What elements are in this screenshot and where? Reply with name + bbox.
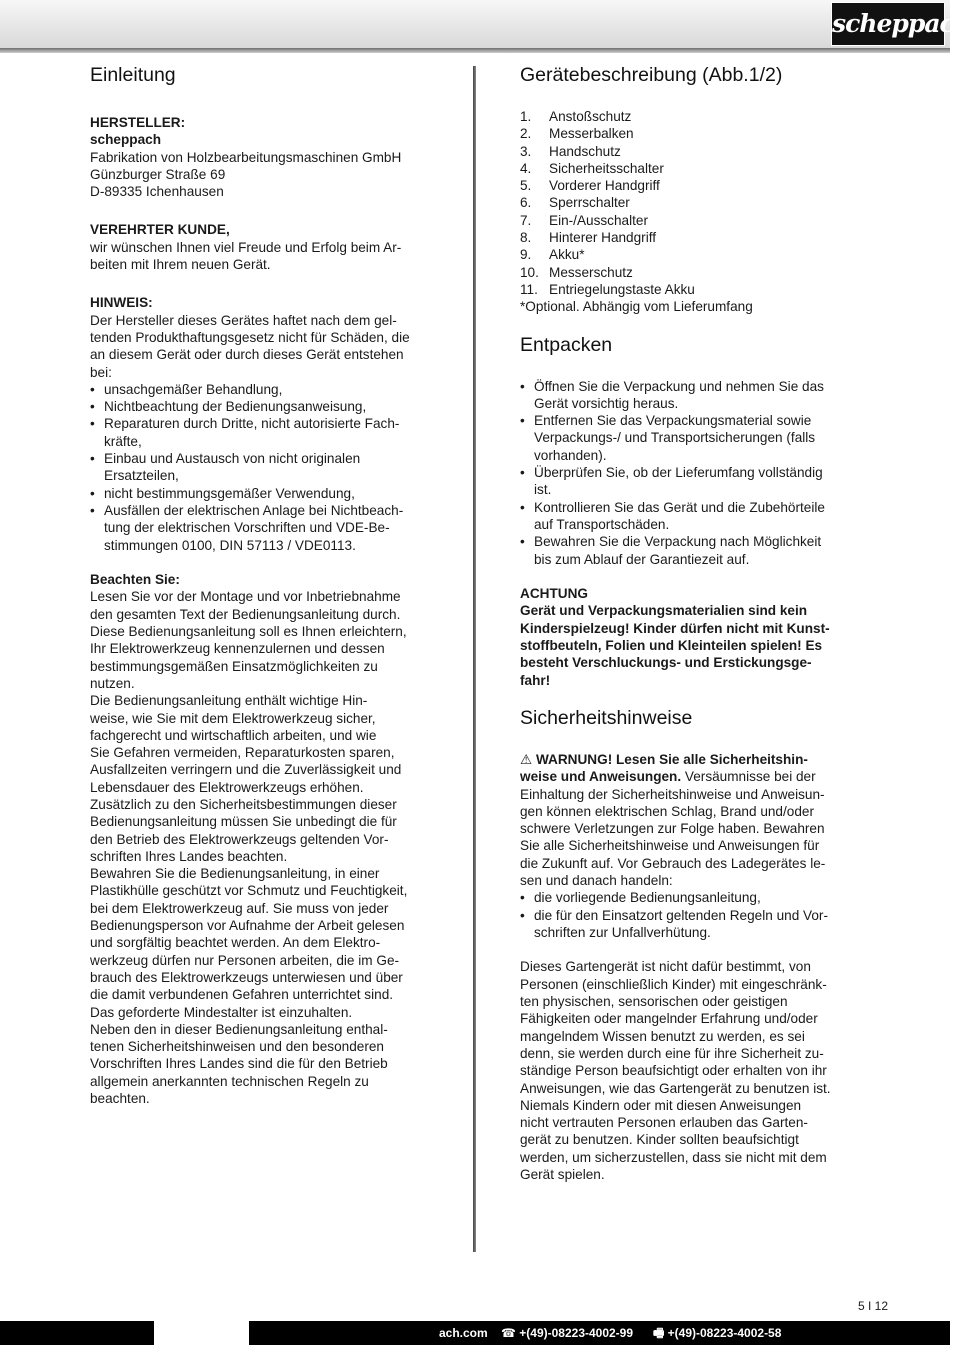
list-item: • Öffnen Sie die Verpackung und nehmen Sie das Gerät vorsichtig heraus. — [520, 378, 865, 413]
list-item: 1. Anstoßschutz — [520, 109, 632, 124]
page-number: 5 I 12 — [858, 1299, 889, 1313]
warning-text: Einhaltung der Sicherheitshinweise und Anweisun- gen können elektrischen Schlag, Brand und/oder schwere Verletzungen zur Folge haben. Bewahren Sie alle Sicherheitshinweise und Anweisungen für die Zukunft auf. Vor Gebrauch des Ladegerätes le- sen und danach handeln: — [520, 786, 826, 888]
header-bar — [0, 0, 950, 48]
footer-fax: 🖷 +(49)-08223-4002-58 — [653, 1326, 782, 1340]
entpacken-list — [520, 378, 865, 568]
header-shadow — [0, 48, 950, 53]
footer-phone: ☎ +(49)-08223-4002-99 — [501, 1326, 634, 1340]
footer-web: ach.com — [439, 1326, 488, 1340]
left-column — [90, 62, 435, 1107]
heading-geraetebeschreibung: Gerätebeschreibung (Abb.1/2) — [520, 64, 783, 86]
kunde-text: wir wünschen Ihnen viel Freude und Erfolg beim Ar- — [90, 239, 402, 255]
heading-entpacken: Entpacken — [520, 333, 613, 356]
column-divider — [473, 66, 476, 1252]
beachten-label: Beachten Sie: — [90, 572, 180, 588]
warning-heading: ⚠ WARNUNG! Lesen Sie alle Sicherheitshin- — [520, 751, 808, 767]
list-item: 11. Entriegelungstaste Akku — [520, 281, 695, 297]
address-line: Günzburger Straße 69 — [90, 166, 226, 182]
list-item: • die für den Einsatzort geltenden Regeln und Vor- schriften zur Unfallverhütung. — [520, 907, 865, 942]
scheppach-logo: scheppach — [831, 2, 945, 46]
heading-sicherheitshinweise: Sicherheitshinweise — [520, 706, 693, 729]
list-item: • Kontrollieren Sie das Gerät und die Zubehörteile auf Transportschäden. — [520, 499, 865, 534]
list-item: 6. Sperrschalter — [520, 195, 630, 211]
footer-white-block — [154, 1321, 249, 1345]
hinweis-label: HINWEIS: — [90, 295, 153, 311]
address-line: Fabrikation von Holzbearbeitungsmaschinen GmbH — [90, 149, 402, 165]
hersteller-name: scheppach — [90, 132, 162, 148]
hersteller-address — [90, 149, 435, 201]
warning-list — [520, 889, 865, 941]
beachten-text: Lesen Sie vor der Montage und vor Inbetriebnahme den gesamten Text der Bedienungsanleitung durch. Diese Bedienungsanleitung soll es Ihnen erleichtern, Ihr Elektrowerkzeug kennenzulernen und dessen bestimmungsgemäßen Einsatzmöglichkeiten zu nutzen. Die Bedienungsanleitung enthält wichtige Hin- weise, wie Sie mit dem Elektrowerkzeug sicher, fachgerecht und wirtschaftlich arbeiten, und wie Sie Gefahren vermeiden, Reparaturkosten sparen, Ausfallzeiten verringern und die Zuverlässigkeit und Lebensdauer des Elektrowerkzeugs erhöhen. Zusätzlich zu den Sicherheitsbestimmungen dieser Bedienungsanleitung müssen Sie unbedingt die für den Betrieb des Elektrowerkzeugs geltenden Vor- schriften Ihres Landes beachten. Bewahren Sie die Bedienungsanleitung, in einer Plastikhülle geschützt vor Schmutz und Feuchtigkeit, bei dem Elektrowerkzeug auf. Sie muss von jeder Bedienungsperson vor Aufnahme der Arbeit gelesen und sorgfältig beachtet werden. An dem Elektro- werkzeug dürfen nur Personen arbeiten, die im Ge- brauch des Elektrowerkzeugs unterwiesen und über die damit verbundenen Gefahren unterrichtet sind. Das geforderte Mindestalter ist einzuhalten. Neben den in dieser Bedienungsanleitung enthal- tenen Sicherheitshinweisen und den besonderen Vorschriften Ihres Landes sind die für den Betrieb allgemein anerkannten technischen Regeln zu beachten. — [90, 589, 408, 1107]
list-item: 4. Sicherheitsschalter — [520, 160, 664, 176]
hinweis-text: bei: — [90, 364, 112, 380]
hersteller-label: HERSTELLER: — [90, 115, 186, 130]
list-item: 5. Vorderer Handgriff — [520, 178, 660, 194]
gartengeraet-text: Dieses Gartengerät ist nicht dafür bestimmt, von Personen (einschließlich Kinder) mit eingeschränk- ten physischen, sensorischen oder geistigen Fähigkeiten oder mangelnder Erfahrung und/oder mangelndem Wissen benutzt zu werden, es sei denn, sie werden durch eine für ihre Sicherheit zu- ständige Person beaufsichtigt oder erhalten von ihr Anweisungen, wie das Gartengerät zu benutzen ist. Niemals Kindern oder mit diesen Anweisungen nicht vertrauten Personen erlauben das Garten- gerät zu benutzen. Kinder sollten beaufsichtigt werden, um sicherzustellen, dass sie nicht mit dem Gerät spielen. — [520, 959, 831, 1183]
list-item: 3. Handschutz — [520, 143, 621, 159]
hinweis-text: an diesem Gerät oder durch dieses Gerät entstehen — [90, 347, 404, 363]
list-item: • nicht bestimmungsgemäßer Verwendung, — [90, 485, 435, 502]
list-item: 10. Messerschutz — [520, 264, 633, 280]
address-line: D-89335 Ichenhausen — [90, 184, 224, 200]
list-item: • Bewahren Sie die Verpackung nach Möglichkeit bis zum Ablauf der Garantiezeit auf. — [520, 533, 865, 568]
footer-bar — [0, 1321, 950, 1345]
warning-line: weise und Anweisungen. Versäumnisse bei der — [520, 769, 816, 785]
list-item: • die vorliegende Bedienungsanleitung, — [520, 889, 865, 906]
optional-note: *Optional. Abhängig vom Lieferumfang — [520, 299, 753, 315]
achtung-label: ACHTUNG — [520, 586, 588, 602]
list-item: 7. Ein-/Ausschalter — [520, 212, 648, 228]
list-item: 2. Messerbalken — [520, 126, 634, 142]
list-item: • Reparaturen durch Dritte, nicht autorisierte Fach- kräfte, — [90, 415, 435, 450]
footer-contact — [249, 1321, 950, 1345]
right-column — [520, 62, 865, 1183]
hinweis-text: Der Hersteller dieses Gerätes haftet nach dem gel- — [90, 312, 397, 328]
parts-list — [520, 108, 865, 298]
list-item: 9. Akku* — [520, 247, 585, 263]
list-item: • Entfernen Sie das Verpackungsmaterial sowie Verpackungs-/ und Transportsicherungen (falls vorhanden). — [520, 412, 865, 464]
heading-einleitung: Einleitung — [90, 64, 176, 86]
list-item: • unsachgemäßer Behandlung, — [90, 381, 435, 398]
list-item: • Einbau und Austausch von nicht originalen Ersatzteilen, — [90, 450, 435, 485]
list-item: • Nichtbeachtung der Bedienungsanweisung, — [90, 398, 435, 415]
kunde-text: beiten mit Ihrem neuen Gerät. — [90, 257, 271, 273]
list-item: • Ausfällen der elektrischen Anlage bei Nichtbeach- tung der elektrischen Vorschriften und VDE-Be- stimmungen 0100, DIN 57113 / VDE0113. — [90, 502, 435, 554]
hinweis-text: tenden Produkthaftungsgesetz nicht für Schäden, die — [90, 329, 410, 345]
kunde-label: VEREHRTER KUNDE, — [90, 222, 230, 238]
list-item: • Überprüfen Sie, ob der Lieferumfang vollständig ist. — [520, 464, 865, 499]
achtung-text: Gerät und Verpackungsmaterialien sind kein Kinderspielzeug! Kinder dürfen nicht mit Kunst- stoffbeuteln, Folien und Kleinteilen spielen! Es besteht Verschluckungs- und Erstickungsge- fahr! — [520, 603, 830, 688]
hinweis-list — [90, 381, 435, 554]
list-item: 8. Hinterer Handgriff — [520, 230, 657, 246]
